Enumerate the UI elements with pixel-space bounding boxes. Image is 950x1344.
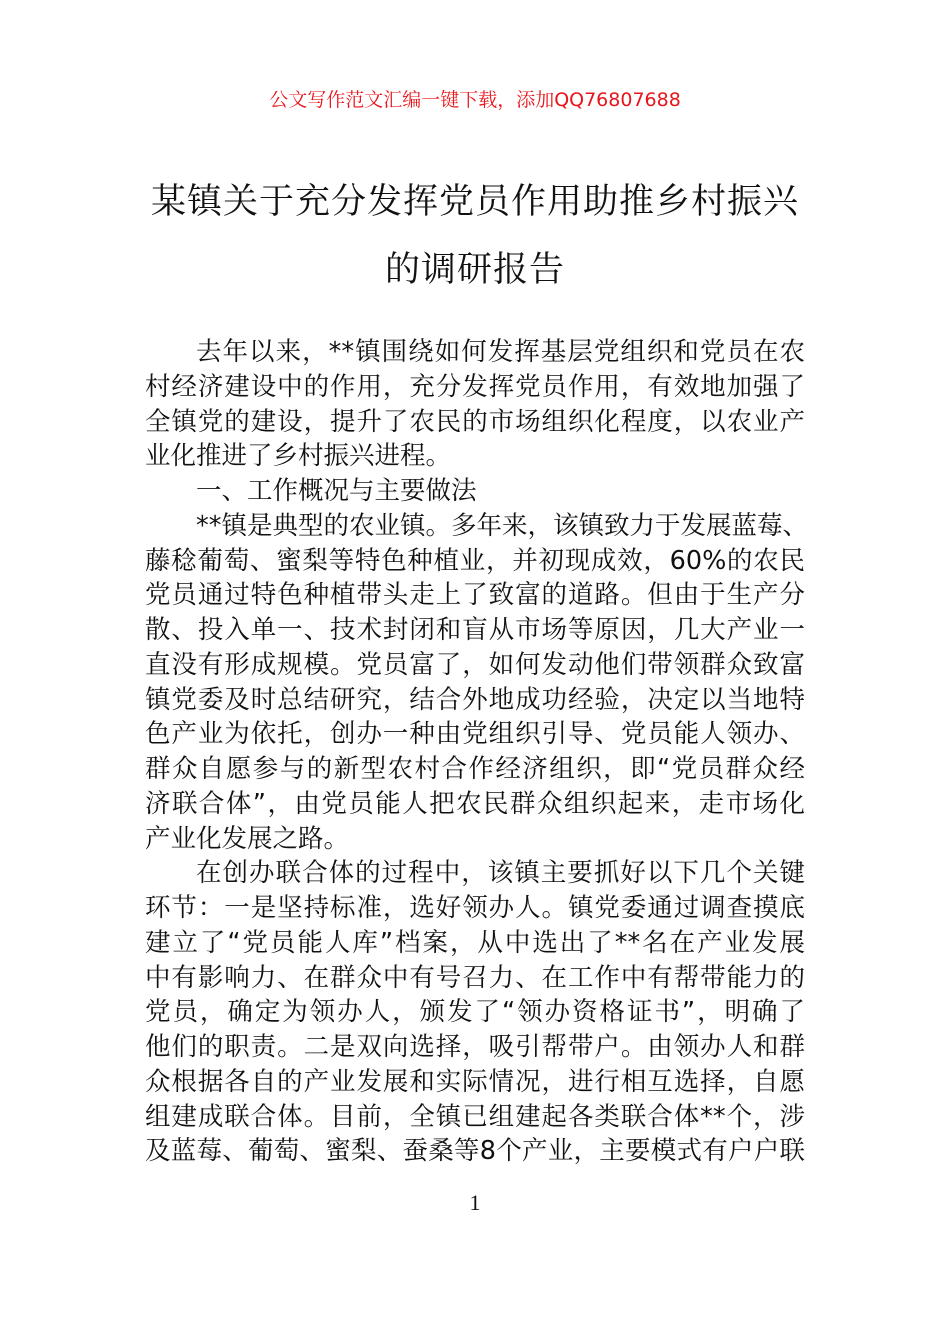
body-text-line: 镇党委及时总结研究，结合外地成功经验，决定以当地特: [145, 684, 805, 715]
body-text-line: 中有影响力、在群众中有号召力、在工作中有帮带能力的: [145, 962, 805, 993]
body-text-line: 直没有形成规模。党员富了，如何发动他们带领群众致富: [145, 649, 805, 680]
body-text-line: 去年以来，**镇围绕如何发挥基层党组织和党员在农: [196, 337, 805, 367]
body-text-line: 建立了“党员能人库”档案，从中选出了**名在产业发展: [145, 927, 805, 958]
body-text-line: 党员，确定为领办人，颁发了“领办资格证书”，明确了: [145, 997, 805, 1028]
document-body: [145, 335, 809, 1169]
body-text-line: 环节：一是坚持标准，选好领办人。镇党委通过调查摸底: [145, 893, 805, 923]
document-title-line-2: 的调研报告: [384, 250, 565, 290]
body-text-line: 散、投入单一、技术封闭和盲从市场等原因，几大产业一: [145, 615, 805, 645]
body-text-line: 组建成联合体。目前，全镇已组建起各类联合体**个，涉: [145, 1101, 805, 1132]
body-text-line: 一、工作概况与主要做法: [196, 476, 477, 506]
body-text-line: 色产业为依托，创办一种由党组织引导、党员能人领办、: [145, 719, 805, 750]
body-text-line: 众根据各自的产业发展和实际情况，进行相互选择，自愿: [145, 1066, 805, 1097]
body-text-line: 全镇党的建设，提升了农民的市场组织化程度，以农业产: [145, 406, 805, 437]
watermark-header: 公文写作范文汇编一键下载，添加QQ76807688: [269, 89, 681, 111]
body-text-line: **镇是典型的农业镇。多年来，该镇致力于发展蓝莓、: [196, 510, 809, 541]
body-text-line: 济联合体”，由党员能人把农民群众组织起来，走市场化: [145, 788, 805, 819]
body-text-line: 群众自愿参与的新型农村合作经济组织，即“党员群众经: [145, 754, 805, 784]
body-text-line: 藤稔葡萄、蜜梨等特色种植业，并初现成效，60%的农民: [145, 545, 805, 576]
body-text-line: 村经济建设中的作用，充分发挥党员作用，有效地加强了: [145, 371, 805, 402]
document-title-line-1: 某镇关于充分发挥党员作用助推乡村振兴: [150, 182, 799, 222]
page-number: 1: [469, 1190, 481, 1215]
body-text-line: 党员通过特色种植带头走上了致富的道路。但由于生产分: [145, 580, 805, 611]
body-text-line: 在创办联合体的过程中，该镇主要抓好以下几个关键: [196, 858, 805, 889]
body-text-line: 产业化发展之路。: [145, 823, 350, 854]
body-text-line: 他们的职责。二是双向选择，吸引帮带户。由领办人和群: [145, 1032, 805, 1062]
body-text-line: 及蓝莓、葡萄、蜜梨、蚕桑等8个产业，主要模式有户户联: [145, 1136, 805, 1167]
body-text-line: 业化推进了乡村振兴进程。: [145, 441, 452, 472]
